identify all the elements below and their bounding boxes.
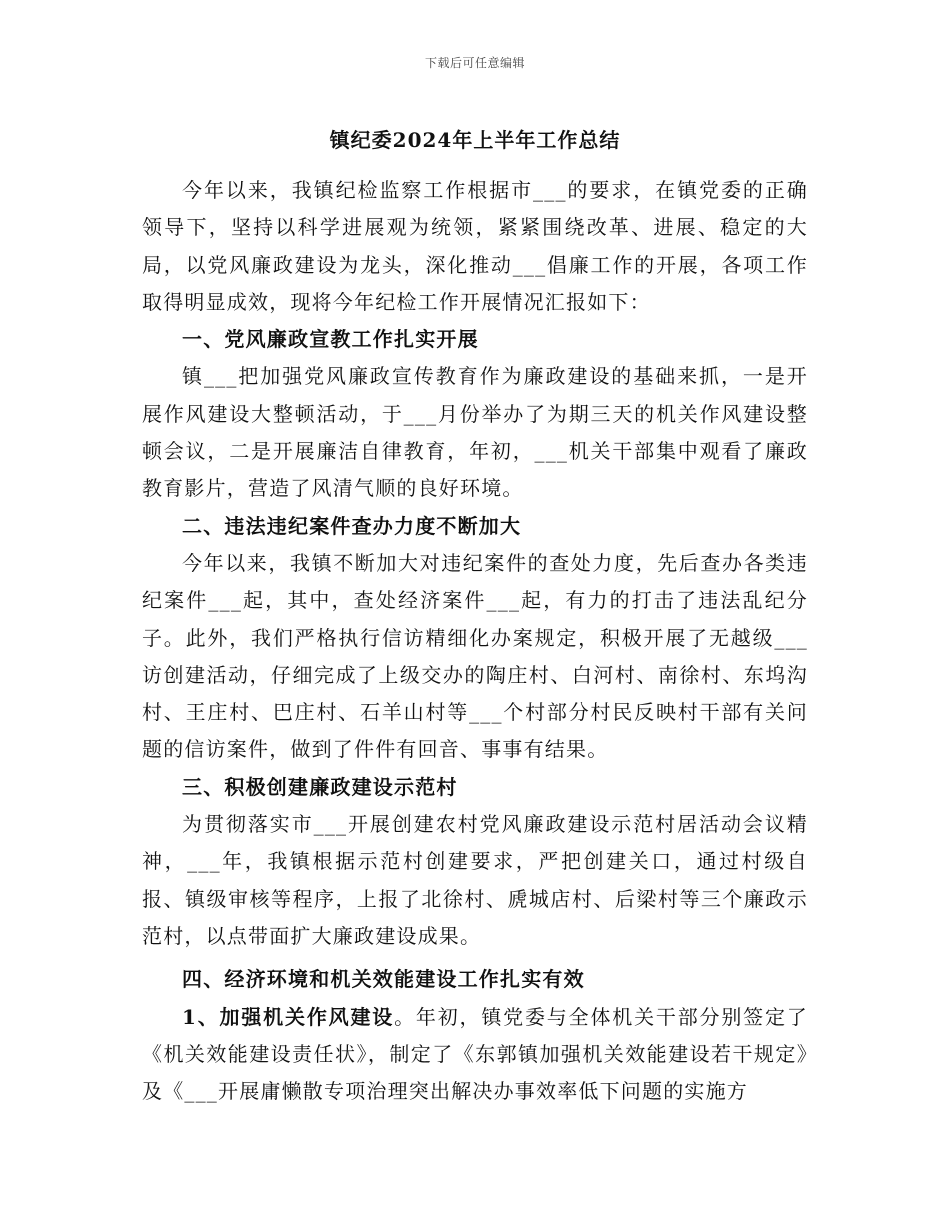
section-2-paragraph: 今年以来，我镇不断加大对违纪案件的查处力度，先后查办各类违纪案件___起，其中，查处经济案件___起，有力的打击了违法乱纪分子。此外，我们严格执行信访精细化办案规定，积极开展了无越级___访创建活动，仔细完成了上级交办的陶庄村、白河村、南徐村、东坞沟村、王庄村、巴庄村、石羊山村等___个村部分村民反映村干部有关问题的信访案件，做到了件件有回音、事事有结果。 xyxy=(142,550,808,762)
section-1-paragraph: 镇___把加强党风廉政宣传教育作为廉政建设的基础来抓，一是开展作风建设大整顿活动，于___月份举办了为期三天的机关作风建设整顿会议，二是开展廉洁自律教育，年初，___机关干部集中观看了廉政教育影片，营造了风清气顺的良好环境。 xyxy=(142,364,808,501)
section-4-paragraph xyxy=(142,999,808,1111)
section-2-heading: 二、违法违纪案件查办力度不断加大 xyxy=(182,513,522,538)
section-1-heading: 一、党风廉政宣教工作扎实开展 xyxy=(182,327,479,352)
section-4-subheading: 1、加强机关作风建设 xyxy=(182,1004,395,1029)
document-title: 镇纪委2024年上半年工作总结 xyxy=(329,128,621,152)
section-3-heading: 三、积极创建廉政建设示范村 xyxy=(182,774,458,799)
document-body xyxy=(142,172,808,1110)
section-3-paragraph: 为贯彻落实市___开展创建农村党风廉政建设示范村居活动会议精神，___年，我镇根据示范村创建要求，严把创建关口，通过村级自报、镇级审核等程序，上报了北徐村、虒城店村、后梁村等三个廉政示范村，以点带面扩大廉政建设成果。 xyxy=(142,812,808,948)
header-note: 下载后可任意编辑 xyxy=(424,56,525,70)
section-4-heading: 四、经济环境和机关效能建设工作扎实有效 xyxy=(182,967,585,992)
intro-paragraph: 今年以来，我镇纪检监察工作根据市___的要求，在镇党委的正确领导下，坚持以科学进展观为统领，紧紧围绕改革、进展、稳定的大局，以党风廉政建设为龙头，深化推动___倡廉工作的开展，各项工作取得明显成效，现将今年纪检工作开展情况汇报如下： xyxy=(142,178,808,314)
section-4-text: 。年初，镇党委与全体机关干部分别签定了《机关效能建设责任状》，制定了《东郭镇加强机关效能建设若干规定》及《___开展庸懒散专项治理突出解决办事效率低下问题的实施方 xyxy=(142,1004,808,1104)
